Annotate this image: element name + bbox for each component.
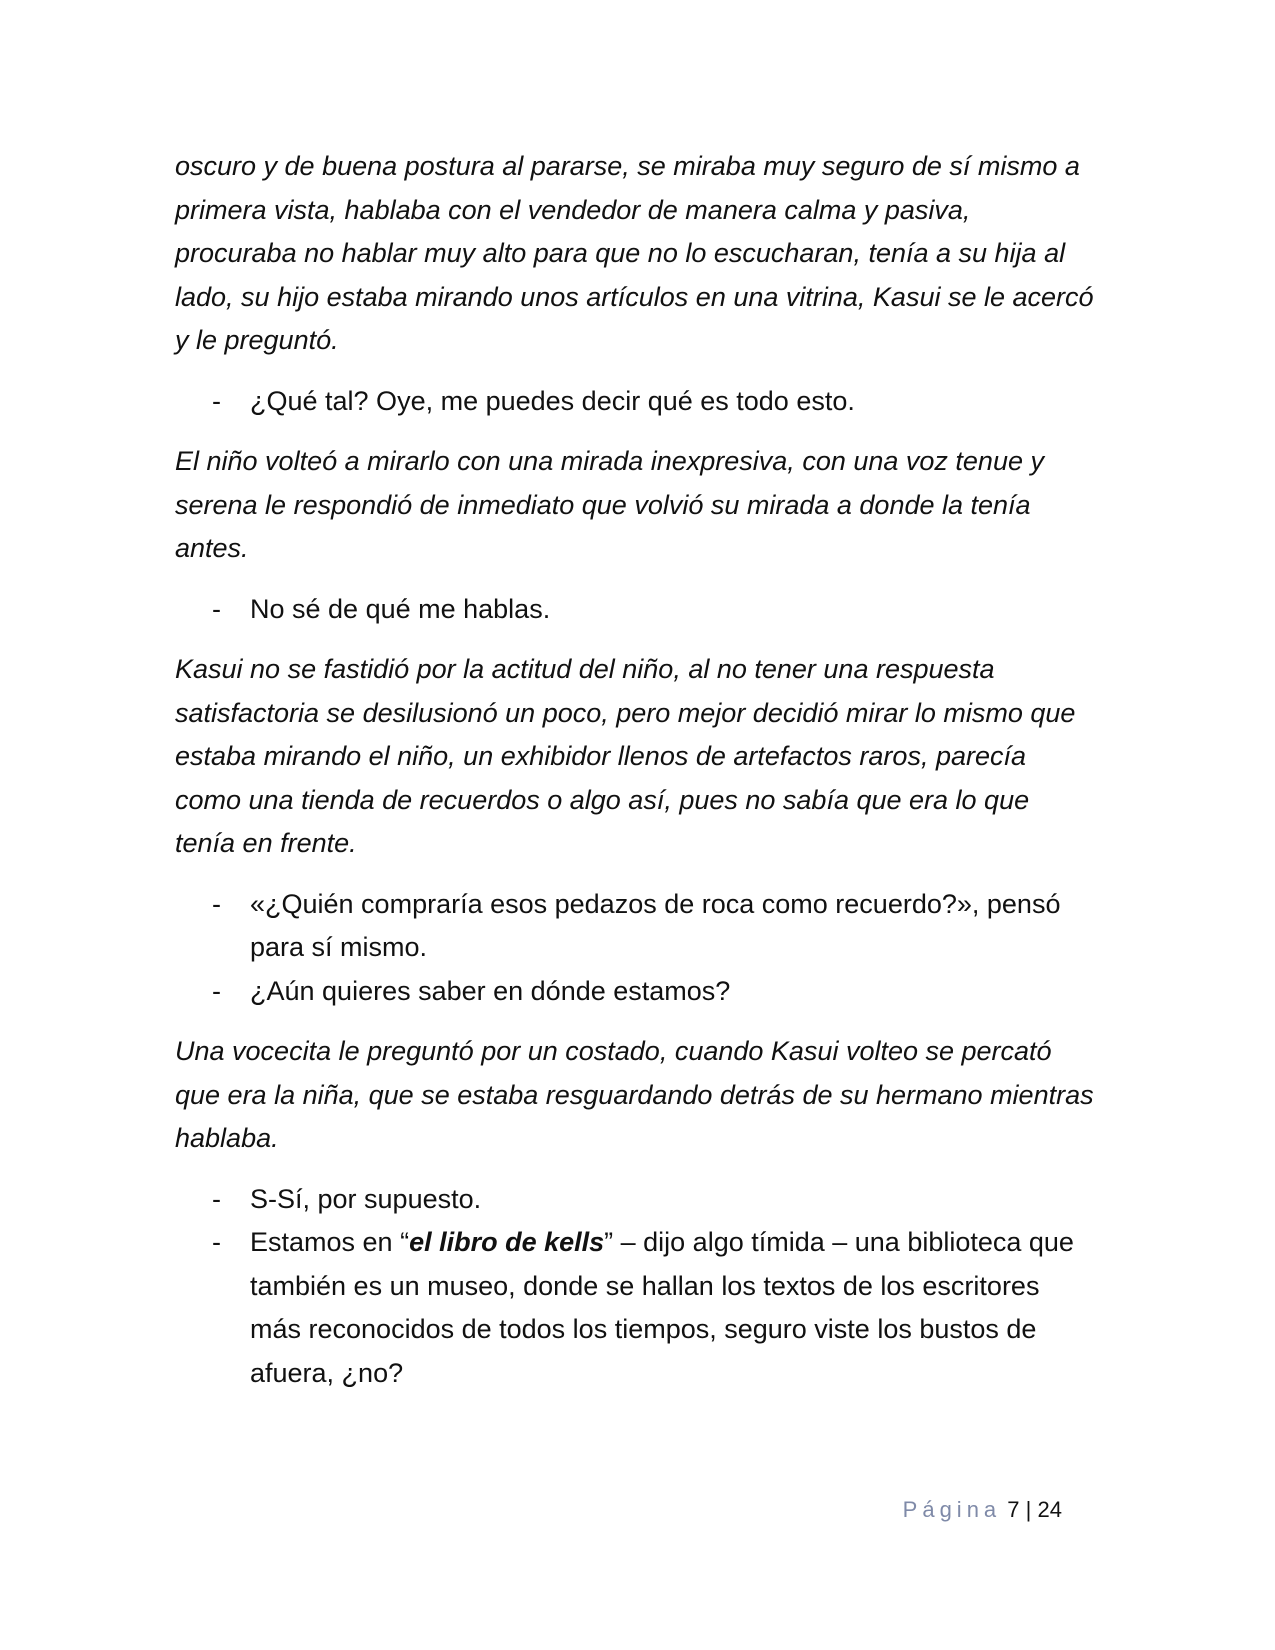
- dialogue-text-after: ” – dijo algo tímida – una biblioteca que también es un museo, donde se hallan los textos de los escritores más reconocidos de todos los tiempos, seguro viste los bustos de afuera, ¿no?: [250, 1227, 1074, 1388]
- dialogue-text: ¿Qué tal? Oye, me puedes decir qué es todo esto.: [250, 385, 855, 416]
- book-title: el libro de kells: [409, 1227, 605, 1257]
- dialogue-text: ¿Aún quieres saber en dónde estamos?: [250, 975, 731, 1006]
- dialogue-line: [175, 380, 1095, 424]
- dialogue-dash: -: [212, 1227, 221, 1257]
- dialogue-text: «¿Quién compraría esos pedazos de roca como recuerdo?», pensó para sí mismo.: [250, 888, 1061, 962]
- narrative-paragraph: Una vocecita le preguntó por un costado, cuando Kasui volteo se percató que era la niña, que se estaba resguardando detrás de su hermano mientras hablaba.: [175, 1036, 1094, 1153]
- dialogue-line: [175, 1178, 1095, 1222]
- dialogue-list: [175, 1178, 1095, 1396]
- dialogue-text: No sé de qué me hablas.: [250, 593, 551, 624]
- narrative-paragraph: El niño volteó a mirarlo con una mirada inexpresiva, con una voz tenue y serena le respondió de inmediato que volvió su mirada a donde la tenía antes.: [175, 446, 1044, 563]
- page-number: 7: [1007, 1497, 1020, 1522]
- dialogue-text: S-Sí, por supuesto.: [250, 1183, 482, 1214]
- dialogue-list: [175, 883, 1095, 1014]
- dialogue-list: [175, 588, 1095, 632]
- dialogue-line: [175, 1221, 1095, 1395]
- dialogue-dash: -: [212, 975, 221, 1006]
- page-body: [175, 145, 1095, 1412]
- dialogue-line: [175, 883, 1095, 970]
- page-separator: |: [1025, 1497, 1032, 1522]
- dialogue-line: [175, 970, 1095, 1014]
- dialogue-list: [175, 380, 1095, 424]
- page-word: Página: [902, 1497, 1002, 1522]
- dialogue-dash: -: [212, 385, 221, 416]
- dialogue-dash: -: [212, 593, 221, 624]
- page-total: 24: [1037, 1497, 1062, 1522]
- narrative-paragraph: oscuro y de buena postura al pararse, se miraba muy seguro de sí mismo a primera vista, hablaba con el vendedor de manera calma y pasiva, procuraba no hablar muy alto para que no lo escucharan, tenía a su hija al lado, su hijo estaba mirando unos artículos en una vitrina, Kasui se le acercó y le preguntó.: [175, 151, 1094, 355]
- dialogue-text-before: Estamos en “: [250, 1227, 410, 1257]
- dialogue-line: [175, 588, 1095, 632]
- narrative-paragraph: Kasui no se fastidió por la actitud del niño, al no tener una respuesta satisfactoria se desilusionó un poco, pero mejor decidió mirar lo mismo que estaba mirando el niño, un exhibidor llenos de artefactos raros, parecía como una tienda de recuerdos o algo así, pues no sabía que era lo que tenía en frente.: [175, 654, 1076, 858]
- page-footer: [903, 1495, 1062, 1525]
- dialogue-dash: -: [212, 1183, 221, 1214]
- dialogue-dash: -: [212, 888, 221, 919]
